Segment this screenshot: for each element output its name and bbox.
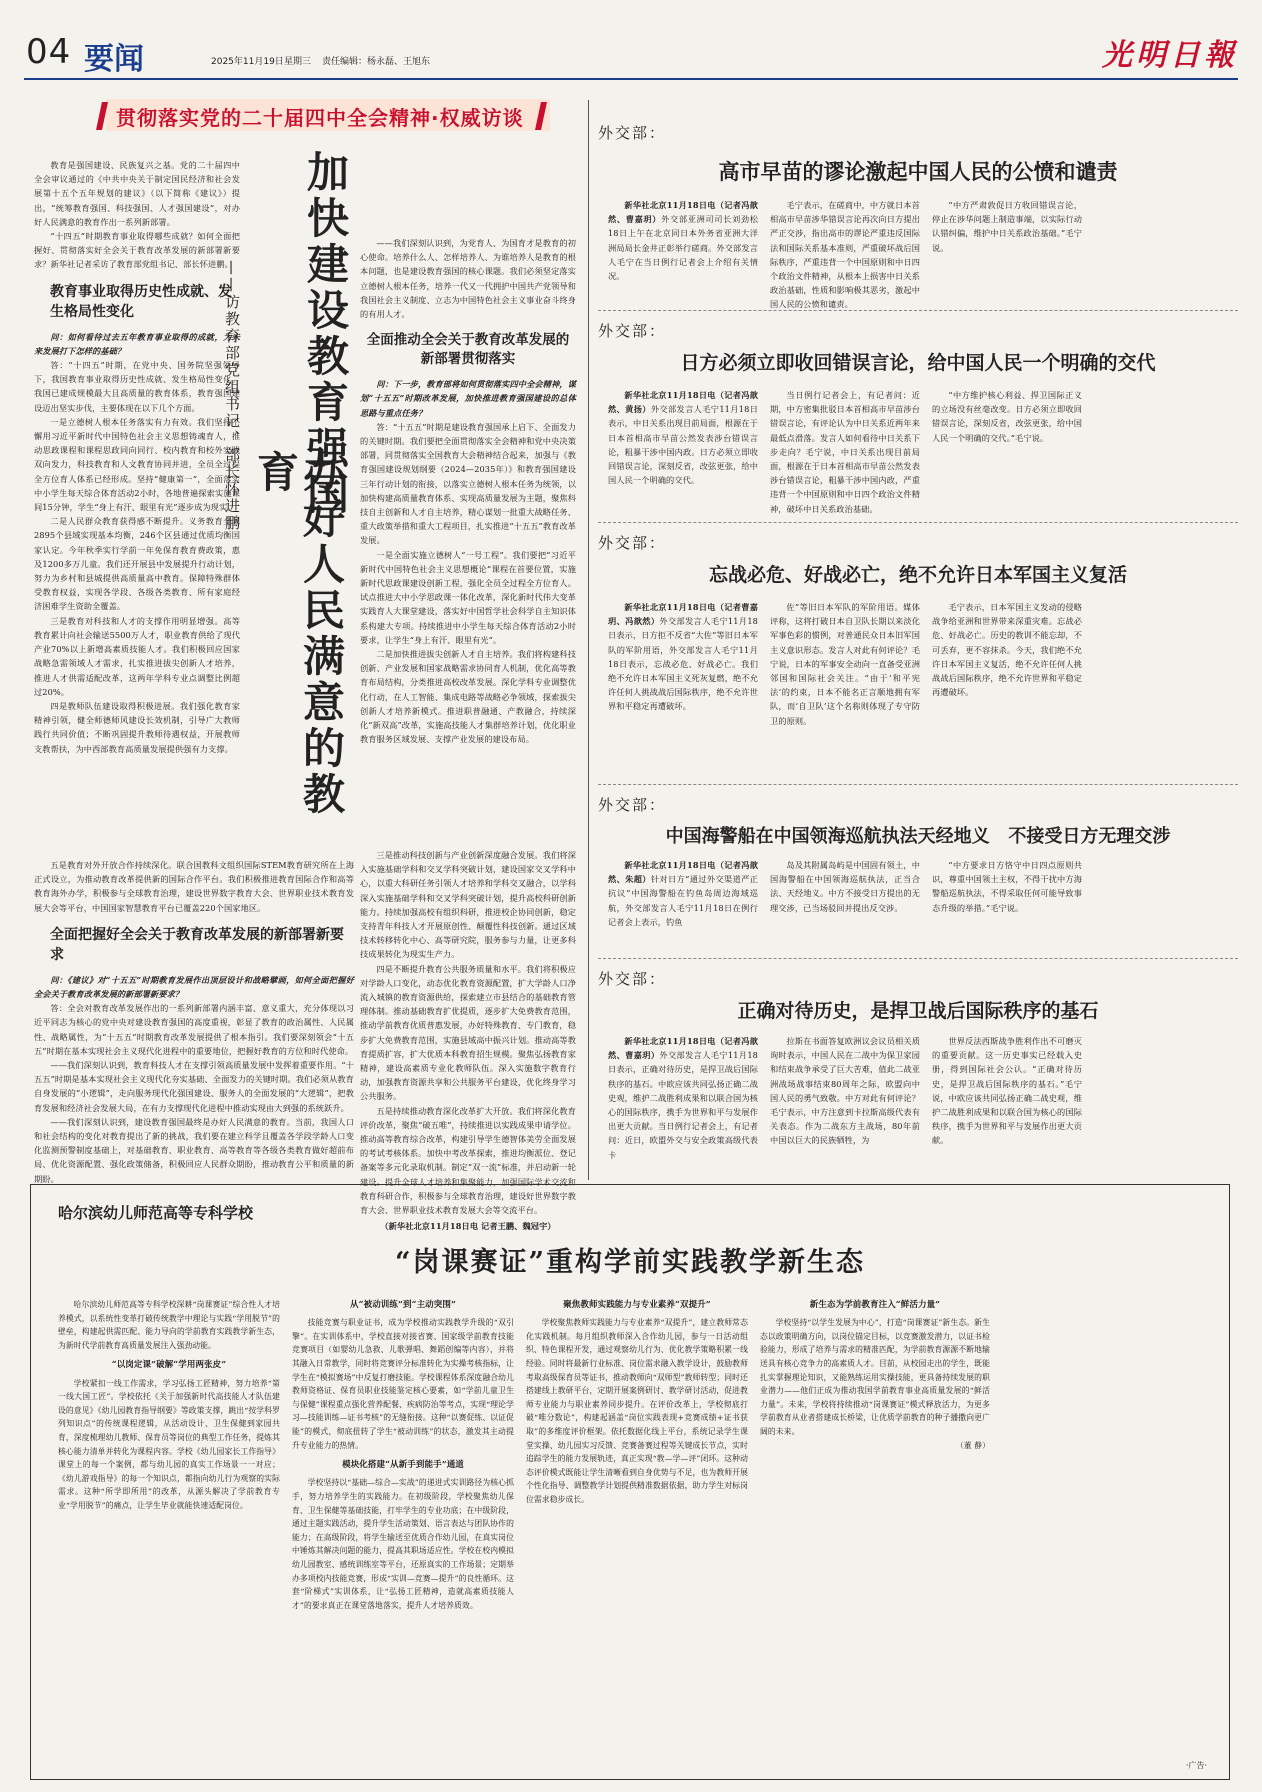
news-text-3: “中方要求日方恪守中日四点原则共识，尊重中国领土主权，不得干扰中方海警船巡航执法，不得采取任何可能导致事态升级的举措。”毛宁说。 [932, 860, 1082, 913]
ad-heading-5: 新生态为学前教育注入“鲜活力量” [809, 1300, 941, 1310]
question-2: 问：《建议》对“十五五”时期教育发展作出顶层设计和战略擘画，如何全面把握好全会关于教育改革发展的新部署新要求？ [34, 974, 354, 1000]
para-1: 一是立德树人根本任务落实有力有效。我们坚持不懈用习近平新时代中国特色社会主义思想铸魂育人，推动思政课程和课程思政同向同行、校内教育和校外实践双向发力，科技教育和人文教育协同并进，全员全过程全方位育人体系已经形成。坚持“健康第一”，全面落实中小学生每天综合体育活动2小时，各地普遍探索实施课间15分钟，学生“身上有汗、眼里有光”逐步成为现实。 [34, 416, 240, 513]
news-text-3: 毛宁表示，日本军国主义发动的侵略战争给亚洲和世界带来深重灾难。忘战必危、好战必亡。历史的教训不能忘却，不可丢弃，更不容抹杀。今天，我们绝不允许日本军国主义复活，绝不允许任何人挑战战后国际秩序，绝不允许世界和平稳定再遭破坏。 [932, 602, 1082, 698]
section-name: 要闻 [84, 42, 144, 77]
interview-subtitle: ——访教育部党组书记、部长怀进鹏 [223, 260, 241, 532]
answer-1: 答：“十四五”时期，在党中央、国务院坚强领导下，我国教育事业取得历史性成就、发生格局性变化。我国已建成规模最大且高质量的教育体系，教育强国建设迈出坚实步伐，主要体现在以下几个方面。 [34, 360, 240, 413]
para-7: ——我们深刻认识到，建设教育强国最终是办好人民满意的教育。当前，我国人口和社会结构的变化对教育提出了新的挑战，我们要在建立科学且覆盖各学段学龄人口变化监测预警制度基础上，对基础教育、职业教育、高等教育等各级各类教育做好超前布局、优化资源配置、强化政策储备，积极回应人民群众期盼，推动教育公平和质量的新期盼。 [34, 1116, 354, 1184]
ad-school-name: 哈尔滨幼儿师范高等专科学校 [58, 1204, 254, 1222]
ad-col-4 [760, 1298, 990, 1453]
interview-col-1b [34, 858, 354, 1186]
ad-text-4: 学校聚焦教师实践能力与专业素养“双提升”，建立教师常态化实践机制。每月组织教师深入合作幼儿园，参与一日活动组织、特色课程开发，通过观察幼儿行为、优化教学策略积累一线经验。同时将最新行业标准、岗位需求融入教学设计，鼓励教师考取高级保育员等证书，推动教师向“双师型”教师转型；同时还搭建线上教研平台，定期开展案例研讨、教学研讨活动，促进教师专业能力与职业素养同步提升。在评价改革上，学校彻底打破“唯分数论”，构建起涵盖“岗位实践表现+竞赛成绩+证书获取”的多维度评价框架。依托数据化线上平台，系统记录学生课堂实操、幼儿园实习反馈、竞赛备赛过程等关键成长节点，实时追踪学生的能力发展轨迹，真正实现“教—学—评”闭环。这种动态评价模式既能让学生清晰看到自身优势与不足，也为教师开展个性化指导、调整教学计划提供精准数据依据，助力学生对标岗位需求稳步成长。 [526, 1318, 748, 1504]
story-divider [598, 784, 1238, 785]
news-text-1: 外交部亚洲司司长刘劲松18日上午在北京同日本外务省亚洲大洋洲局局长金井正彰举行磋商。外交部发言人毛宁在当日例行记者会上介绍有关情况。 [608, 214, 758, 282]
para-3: 三是教育对科技和人才的支撑作用明显增强。高等教育累计向社会输送5500万人才，职业教育供给了现代产业70%以上新增高素质技能人才。我们积极回应国家战略急需领域人才需求，扎实推进拔尖创新人才培养，推进人才供需适配改革，这两年学科专业点调整比例超过20%。 [34, 615, 240, 697]
ad-col-2 [292, 1298, 514, 1612]
subhead-2: 全面把握好全会关于教育改革发展的新部署新要求 [50, 926, 344, 963]
news-col-1 [608, 858, 758, 929]
issue-weekday: 星期三 [284, 57, 312, 67]
para-9: 一是全面实施立德树人“一号工程”。我们要把“习近平新时代中国特色社会主义思想概论”课程在首要位置，实施新时代思政课建设创新工程，强化全员全过程全方位育人。试点推进大中小学思政课一体化改革，深化新时代伟大变革实践育人大课堂建设，落实好中国哲学社会科学自主知识体系构建大专项。持续推进中小学生每天综合体育活动2小时要求，让学生“身上有汗、眼里有光”。 [360, 549, 576, 645]
news-col-1 [608, 1034, 758, 1162]
ad-signature: （董 静） [955, 1440, 990, 1450]
news-text-1: 针对日方“通过外交渠道严正抗议”中国海警船在钓鱼岛周边海域巡航，外交部发言人毛宁11月18日在例行记者会上表示，钓鱼 [608, 874, 758, 927]
interview-intro-2: “十四五”时期教育事业取得哪些成就？如何全面把握好、贯彻落实好全会关于教育改革发展的新部署新要求？新华社记者采访了教育部党组书记、部长怀进鹏。 [34, 231, 240, 270]
news-story-3 [598, 532, 1238, 772]
news-story-5 [598, 968, 1238, 1178]
ad-text-2: 技能竞赛与职业证书，成为学校推动实践教学升级的“双引擎”。在实训体系中，学校直接对接省赛、国家级学前教育技能竞赛项目（如婴幼儿急救、儿歌弹唱、舞蹈创编等内容），并将其融入日常教学，同时将竞赛评分标准转化为实操考核指标，让学生在“模拟赛场”中反复打磨技能。学校课程体系深度融合幼儿教师资格证、保育员职业技能鉴定核心要素，如“学前儿童卫生与保健”课程重点强化营养配餐、疾病防治等考点，实现“理论学习—技能训练—证书考核”的无缝衔接。这种“以赛促练、以证促能”的模式，彻底扭转了学生“被动训练”的状态，激发其主动提升专业能力的热情。 [292, 1318, 514, 1450]
ad-heading-4: 聚焦教师实践能力与专业素养“双提升” [563, 1300, 711, 1310]
para-5: 五是教育对外开放合作持续深化。联合国教科文组织国际STEM教育研究所在上海正式设立，为推动教育改革提供新的国际合作平台。我们积极推进教育国际合作和高等教育海外办学，积极参与全球教育治理，建设世界数字教育大会、世界职业技术教育发展大会等平台，中国国家智慧教育平台已覆盖220个国家地区。 [34, 860, 354, 913]
news-col-1 [608, 198, 758, 283]
news-label: 外交部： [598, 970, 667, 988]
news-story-2 [598, 320, 1238, 514]
banner-text: 贯彻落实党的二十届四中全会精神·权威访谈 [116, 106, 524, 130]
para-4: 四是教师队伍建设取得积极进展。我们强化教育家精神引领，健全师德师风建设长效机制，引导广大教师践行共同价值；不断巩固提升教师待遇权益，开展教师支教帮扶，为中西部教育高质量发展提供强有力支撑。 [34, 700, 240, 754]
interview-col-3b [360, 848, 576, 1233]
news-text-2: 岛及其附属岛屿是中国固有领土，中国海警船在中国领海巡航执法，正当合法、天经地义。中方不接受日方提出的无理交涉，已当场驳回并提出反交涉。 [770, 860, 920, 913]
interview-title-line-2: 办好人民满意的教育 [251, 450, 346, 818]
subhead-1: 教育事业取得历史性成就、发生格局性变化 [50, 283, 232, 320]
column-divider [588, 100, 589, 1180]
news-col-3 [932, 198, 1082, 255]
interview-byline: （新华社北京11月18日电 记者王鹏、魏冠宇） [380, 1221, 556, 1232]
news-dateline: 新华社北京11月18日电（记者冯歆然、曹嘉玥） [608, 200, 758, 225]
news-story-4 [598, 794, 1238, 944]
news-col-1 [608, 388, 758, 487]
news-text-3: “中方维护核心利益、捍卫国际正义的立场没有丝毫改变。日方必须立即收回错误言论，深刻反省，改弦更张，给中国人民一个明确的交代。”毛宁说。 [932, 390, 1082, 443]
news-col-2 [770, 600, 920, 728]
page-header [24, 30, 1238, 77]
news-text-1: 外交部发言人毛宁11月18日表示，正确对待历史，是捍卫战后国际秩序的基石。中欧应该共同弘扬正确二战史观，维护二战胜利成果和以联合国为核心的国际秩序，携手为世界和平与发展作出更大贡献。当日例行记者会上，有记者问：近日，欧盟外交与安全政策高级代表卡 [608, 1050, 758, 1160]
news-region [598, 120, 1238, 1180]
news-story-1 [598, 120, 1238, 310]
news-col-2 [770, 1034, 920, 1148]
news-label: 外交部： [598, 534, 667, 552]
story-divider [598, 958, 1238, 959]
news-text-2: 拉斯在书面答复欧洲议会议员相关质询时表示，中国人民在二战中为保卫家园和结束战争承受了巨大苦难，值此二战亚洲战场战事结束80周年之际，欧盟向中国人民的勇气致敬。中方对此有何评论？毛宁表示，中方注意到卡拉斯高级代表有关表态。作为二战东方主战场，80年前中国以巨大的民族牺牲，为 [770, 1036, 920, 1146]
ad-title: “岗课赛证”重构学前实践教学新生态 [394, 1247, 866, 1278]
para-6: ——我们深刻认识到，教育科技人才在支撑引领高质量发展中发挥着重要作用。“十五五”时期是基本实现社会主义现代化夯实基础、全面发力的关键时期。我们必须从教育自身发展的“小逻辑”，走向服务现代化强国建设、服务人的全面发展的“大逻辑”，把教育发展和经济社会发展大局，在有力支撑现代化进程中推动实现由大到强的系统跃升。 [34, 1060, 354, 1113]
news-col-3 [932, 388, 1082, 445]
news-dateline: 新华社北京11月18日电（记者冯歆然、朱超） [608, 860, 758, 885]
answer-2: 答：全会对教育改革发展作出的一系列新部署内涵丰富、意义重大，充分体现以习近平同志为核心的党中央对建设教育强国的高度重视，彰显了教育的政治属性、人民属性、战略属性，为“十五五”时期教育改革发展提供了根本指引。我们要深刻领会“十五五”时期在基本实现社会主义现代化进程中的重要地位，把握好教育的方位和时代使命。 [34, 1003, 354, 1056]
news-dateline: 新华社北京11月18日电（记者冯歆然、曹嘉玥） [608, 1036, 758, 1061]
ad-heading-2: 从“被动训练”到“主动突围” [350, 1300, 456, 1310]
para-11: 三是推动科技创新与产业创新深度融合发展。我们将深入实施基础学科和交叉学科突破计划，建设国家交叉学科中心，以重大科研任务引领人才培养和学科交叉融合，以学科深入实施基础学科和交叉学科突破计划，提升高校科研创新能力。持续加强高校有组织科研，推进校企协同创新，稳定支持青年科技人才开展原创性、颠覆性科技创新。通过区域技术转移转化中心、高等研究院，服务参与力量，让更多科技成果转化为现实生产力。 [360, 850, 576, 960]
news-text-2: 佐”等旧日本军队的军阶用语。媒体评称，这将打破日本自卫队长期以来淡化军事色彩的惯例，对普通民众日本旧军国主义意识形态。发言人对此有何评论？毛宁说，日本的军事安全动向一直备受亚洲邻国和国际社会关注。“由于‘和平宪法’的约束，日本不能名正言顺地拥有军队，而‘自卫队’这个名称则体现了专守防卫的原则。 [770, 602, 920, 726]
para-12: 四是不断提升教育公共服务质量和水平。我们将积极应对学龄人口变化，动态优化教育资源配置，扩大学龄人口净流入城镇的教育资源供给，探索建立市县结合的基础教育管理体制。推动基础教育扩优提质，逐步扩大免费教育范围，推动学前教育优质普惠发展，办好特殊教育、专门教育，稳步扩大免费教育范围，实施县域高中振兴计划。推动高等教育提质扩容，扩大优质本科教育招生规模。聚焦弘扬教育家精神，建设高素质专业化教师队伍。深入实施数字教育行动，加强教育资源共享和公共服务平台建设，优化终身学习公共服务。 [360, 963, 576, 1102]
news-col-1 [608, 600, 758, 714]
story-divider [598, 310, 1238, 311]
ad-heading-1: “以岗定课”破解“学用两张皮” [111, 1360, 227, 1371]
editors: 责任编辑：杨永磊、王旭东 [322, 57, 431, 67]
answer-3: 答：“十五五”时期是建设教育强国承上启下、全面发力的关键时期。我们要把全面贯彻落实全会精神和党中央决策部署，同贯彻落实全国教育大会精神结合起来，加强与《教育强国建设规划纲要（2024—2035年）》和教育强国建设三年行动计划的衔接，以落实立德树人根本任务为统领，以加快构建高质量教育体系、实现高质量发展为主题，聚焦科技自主创新和人才自主培养，精心谋划一批重大战略任务、重大政策举措和重大工程项目，扎实推进“十五五”教育改革发展。 [360, 421, 576, 546]
news-text-2: 毛宁表示，在磋商中，中方就日本首相高市早苗涉华错误言论再次向日方提出严正交涉，指出高市的谬论严重违反国际法和国际关系基本准则，严重破坏战后国际秩序，严重违背一个中国原则和中日四个政治文件精神，从根本上损害中日关系政治基础，性质和影响极其恶劣，激起中国人民的公愤和谴责。 [770, 200, 920, 310]
news-label: 外交部： [598, 322, 667, 340]
ad-col-3 [526, 1298, 748, 1507]
ad-text-1: 学校紧扣一线工作需求，学习弘扬工匠精神，努力培养“第一线大国工匠”。学校依托《关于加强新时代高技能人才队伍建设的意见》《幼儿园教育指导纲要》等政策支撑，跳出“按学科罗列知识点”的传统课程逻辑，从活动设计、卫生保健到家园共育，深度梳理幼儿教师、保育员等岗位的典型工作任务，提炼其核心能力清单并转化为课程内容。学校《幼儿园家长工作指导》课堂上的每一个案例，都与幼儿园的真实工作场景一一对应；《幼儿游戏指导》的每一个知识点，都指向幼儿行为观察的实际需求。这种“所学即所用”的改革，从源头解决了学前教育专业“学用脱节”的痛点，让学生毕业就能快速适配岗位。 [58, 1378, 280, 1510]
interview-intro: 教育是强国建设、民族复兴之基。党的二十届四中全会审议通过的《中共中央关于制定国民经济和社会发展第十五个五年规划的建议》（以下简称《建议》）提出，“统筹教育强国、科技强国、人才强国建设”，对办好人民满意的教育作出一系列新部署。 [34, 160, 240, 227]
news-title: 正确对待历史，是捍卫战后国际秩序的基石 [737, 1000, 1099, 1022]
ad-text-5: 学校坚持“以学生发展为中心”，打造“岗课赛证”新生态。新生态以政策明确方向，以岗位锚定目标，以竞赛激发潜力，以证书检验能力，形成了培养与需求的精准匹配，为学前教育源源不断地输送具有核心竞争力的高素质人才。目前，从校园走出的学生，既能扎实掌握理论知识，又能熟练运用实操技能，更具备持续发展的职业潜力——他们正成为推动我国学前教育事业高质量发展的“鲜活力量”。未来，学校将持续推动“岗课赛证”模式释放活力，为更多学前教育从业者搭建成长桥梁，让优质学前教育的种子播撒向更广阔的未来。 [760, 1318, 990, 1436]
news-text-3: “中方严肃敦促日方收回错误言论，停止在涉华问题上制造事端，以实际行动认错纠偏，维护中日关系政治基础。”毛宁说。 [932, 200, 1082, 253]
para-10: 二是加快推进拔尖创新人才自主培养。我们将构建科技创新、产业发展和国家战略需求协同育人机制，优化高等教育布局结构，分类推进高校改革发展。深化学科专业调整优化行动，在人工智能、集成电路等战略必争领域，探索拔尖创新人才培养新模式。推进职普融通、产教融合，持续深化“新双高”改革，实施高技能人才集群培养计划，优化职业教育服务区域发展、支撑产业发展的建设布局。 [360, 649, 576, 745]
header-rule [24, 78, 1238, 80]
para-2: 二是人民群众教育获得感不断提升。义务教育全国2895个县域实现基本均衡，246个区县通过优质均衡国家认定。今年秋季实行学前一年免保育教育费政策，惠及1200多万儿童。我们还开展县中发展提升行动计划，努力为乡村和县城提供高质量高中教育。保障特殊群体受教育权益，实现各学段、各级各类教育、所有家庭经济困难学生资助全覆盖。 [34, 516, 240, 612]
news-col-2 [770, 388, 920, 516]
news-col-3 [932, 600, 1082, 699]
interview-col-1 [34, 158, 240, 756]
news-text-1: 外交部发言人毛宁11月18日表示，中日关系出现目前局面，根源在于日本首相高市早苗公然发表涉台错误言论，粗暴干涉中国内政。日方必须立即收回错误言论，深刻反省，改弦更张，给中国人民一个明确的交代。 [608, 404, 758, 486]
interview-title [223, 150, 350, 850]
news-col-2 [770, 858, 920, 915]
interview-col-3 [360, 150, 576, 747]
news-title: 日方必须立即收回错误言论，给中国人民一个明确的交代 [680, 352, 1156, 374]
news-col-2 [770, 198, 920, 312]
ad-intro: 哈尔滨幼儿师范高等专科学校深耕“岗课赛证”综合性人才培养模式，以系统性变革打破传统教学中理论与实践“学用脱节”的壁垒，构建起供需匹配、能力导向的学前教育实践教学新生态，为新时代学前教育高质量发展注入强劲动能。 [58, 1300, 280, 1350]
subhead-3: 全面推动全会关于教育改革发展的新部署贯彻落实 [366, 332, 570, 368]
issue-date: 2025年11月19日 [211, 57, 284, 67]
ad-text-3: 学校坚持以“基础—综合—实战”的递进式实训路径为核心抓手，努力培养学生的实践能力。在初级阶段，学校聚焦幼儿保育、卫生保健等基础技能，打牢学生的专业功底；在中级阶段，通过主题实践活动，提升学生活动策划、语言表达与团队协作的能力；在高级阶段，将学生输送至优质合作幼儿园，在真实岗位中锤炼其解决问题的能力，提高其职场适应性。学校在校内模拟幼儿园教室、感统训练室等平台，还原真实的工作场景；定期举办多项校内技能竞赛，形成“实训—竞赛—提升”的良性循环。这套“阶梯式”实训体系，让“弘扬工匠精神，造就高素质技能人才”的要求真正在课堂落地落实，提升人才培养质效。 [292, 1478, 514, 1610]
news-title: 中国海警船在中国领海巡航执法天经地义 不接受日方无理交涉 [665, 826, 1171, 847]
interview-title-line-1: 加快建设教育强国 [301, 150, 350, 518]
news-dateline: 新华社北京11月18日电（记者冯歆然、黄扬） [608, 390, 758, 415]
news-title: 高市早苗的谬论激起中国人民的公愤和谴责 [718, 159, 1118, 184]
news-label: 外交部： [598, 796, 667, 814]
para-13: 五是持续推动教育深化改革扩大开放。我们将深化教育评价改革，聚焦“破五唯”，持续推进以实践成果申请学位。推动高等教育综合改革，构建引导学生德智体美劳全面发展的考试考核体系。加快中考改革探索，推进均衡派位、登记备案等多元化录取机制。制定“双一流”标准，并启动新一轮建设。提升全球人才培养和集聚能力，加强国际学术交流和教育科研合作，积极参与全球教育治理，建设好世界数字教育大会、世界职业技术教育发展大会等交流平台。 [360, 1105, 576, 1216]
ad-heading-3: 模块化搭建“从新手到能手”通道 [342, 1460, 464, 1471]
question-3: 问：下一步，教育部将如何贯彻落实四中全会精神，谋划“十五五”时期改革发展，加快推进教育强国建设的总体思路与重点任务？ [360, 379, 576, 418]
para-8: ——我们深刻认识到，为党育人、为国育才是教育的初心使命。培养什么人、怎样培养人、为谁培养人是教育的根本问题，也是建设教育强国的核心课题。我们必须坚定落实立德树人根本任务，培养一代又一代拥护中国共产党领导和我国社会主义制度、立志为中国特色社会主义事业奋斗终身的有用人才。 [360, 238, 576, 320]
masthead-logo: 光明日報 [1102, 38, 1238, 73]
news-text-1: 外交部发言人毛宁11月18日表示，日方拒不反省“大佐”等旧日本军队的军阶用语，外交部发言人毛宁11月18日表示，忘战必危、好战必亡。我们绝不允许日本军国主义死灰复燃，绝不允许任何人挑战战后国际秩序，绝不允许世界和平稳定再遭破坏。 [608, 616, 758, 712]
page-number: 04 [26, 32, 72, 72]
news-col-3 [932, 1034, 1082, 1148]
news-col-3 [932, 858, 1082, 915]
news-text-3: 世界反法西斯战争胜利作出不可磨灭的重要贡献。这一历史事实已经载入史册，得到国际社会公认。“正确对待历史，是捍卫战后国际秩序的基石。”毛宁说，中欧应该共同弘扬正确二战史观，维护二战胜利成果和以联合国为核心的国际秩序，携手为世界和平与发展作出更大贡献。 [932, 1036, 1082, 1146]
ad-col-1 [58, 1298, 280, 1513]
news-dateline: 新华社北京11月18日电（记者曹嘉玥、冯歆然） [608, 602, 758, 627]
news-title: 忘战必危、好战必亡，绝不允许日本军国主义复活 [708, 564, 1127, 586]
ad-tag: ·广告· [1186, 1761, 1208, 1770]
question-1: 问：如何看待过去五年教育事业取得的成就，为未来发展打下怎样的基础？ [34, 331, 240, 356]
story-divider [598, 522, 1238, 523]
news-label: 外交部： [598, 124, 667, 142]
news-text-2: 当日例行记者会上，有记者问：近期，中方密集批驳日本首相高市早苗涉台错误言论，有评论认为中日关系近两年来最低点滑落。发言人如何看待中日关系下步走向？毛宁说，中日关系出现目前局面，根源在于日本首相高市早苗公然发表涉台错误言论，粗暴干涉中国内政，严重违背一个中国原则和中日四个政治文件精神，破坏中日关系政治基础。 [770, 390, 920, 514]
